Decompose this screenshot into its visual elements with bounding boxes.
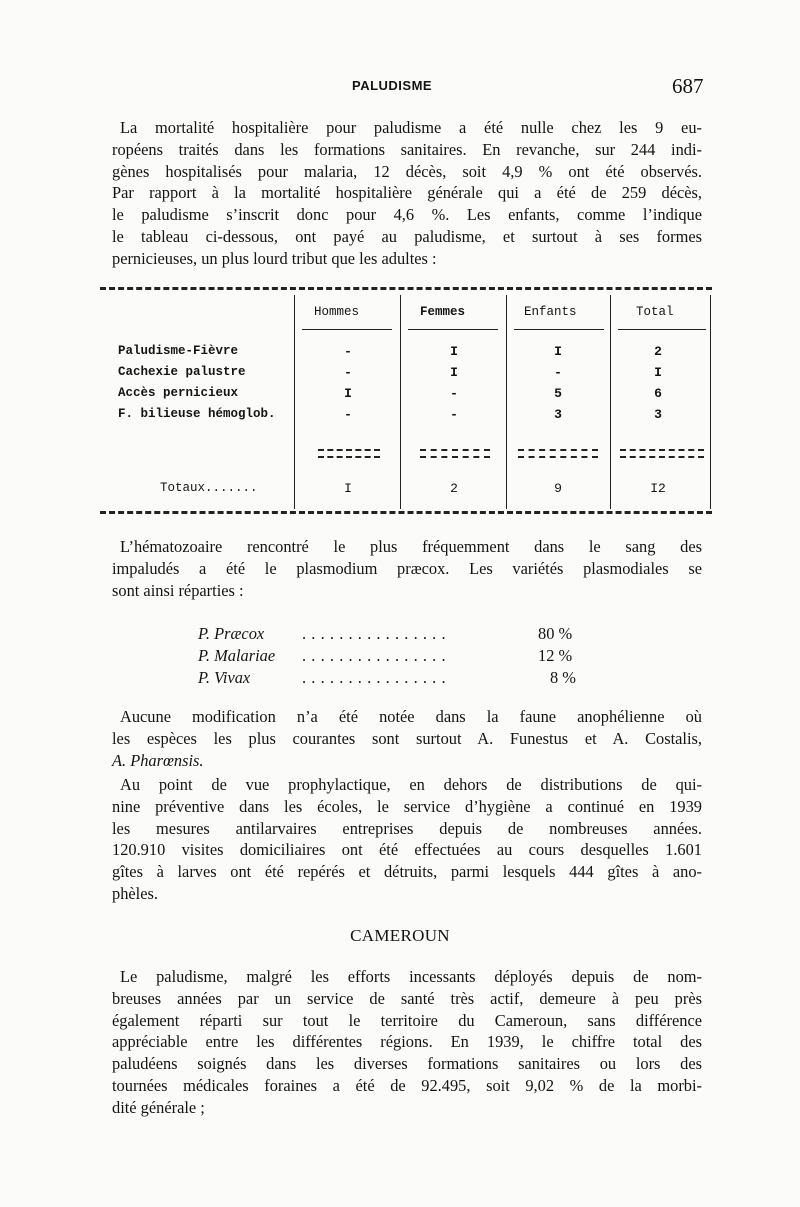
table-cell: I [554,344,562,359]
page-header [0,74,800,98]
column-divider [610,295,611,509]
variety-name: P. Malariae [198,646,276,665]
total-cell: I [344,481,352,496]
text-line: gîtes à larves ont été repérés et détruits, parmi lesquels 444 gîtes à ano- [112,862,702,882]
table-cell: 3 [654,407,662,422]
table-cell: - [344,407,352,422]
text-line: ropéens traités dans les formations sanitaires. En revanche, sur 244 indi- [112,139,702,159]
running-title: PALUDISME [352,78,433,93]
table-cell: - [554,365,562,380]
paragraph-prophylaxie [112,774,702,905]
text-line: appréciable entre les différentes régions. En 1939, le chiffre total des [112,1032,702,1052]
row-label: F. bilieuse hémoglob. [118,407,276,421]
table-cell: I [450,344,458,359]
paragraph-mortality [112,117,702,270]
table-top-border [100,287,712,290]
text-line: sont ainsi réparties : [112,580,244,600]
mortality-table [100,285,712,517]
row-label: Accès pernicieux [118,386,239,400]
text-line: A. Pharœnsis. [112,750,204,770]
text-line: gènes hospitalisés pour malaria, 12 décès, soit 4,9 % ont été observés. [112,161,702,181]
column-divider [506,295,507,509]
variety-name: P. Præcox [198,624,265,643]
text-line: Au point de vue prophylactique, en dehors de distributions de qui- [120,775,702,794]
section-title-cameroun: CAMEROUN [350,926,450,945]
totals-label: Totaux....... [160,481,258,495]
variety-percent: 12 % [538,646,573,665]
text-line: dité générale ; [112,1097,205,1117]
column-header-hommes: Hommes [314,305,360,319]
paragraph-hematozoaire [112,536,702,601]
total-cell: I2 [650,481,666,496]
table-cell: 3 [554,407,562,422]
variety-percent: 80 % [538,624,573,643]
table-cell: - [344,344,352,359]
variety-name: P. Vivax [198,668,251,687]
column-header-total: Total [636,305,674,319]
leader-dots: ................ [302,646,451,665]
text-line: phèles. [112,883,158,903]
text-line: L’hématozoaire rencontré le plus fréquemment dans le sang des [120,537,702,556]
text-line: pernicieuses, un plus lourd tribut que les adultes : [112,248,437,268]
totals-rule [318,449,380,458]
text-line: nine préventive dans les écoles, le service d’hygiène a continué en 1939 [112,796,702,816]
table-cell: I [654,365,662,380]
column-divider [710,295,711,509]
text-line: le paludisme s’inscrit donc pour 4,6 %. Les enfants, comme l’indique [112,205,702,225]
column-divider [400,295,401,509]
paragraph-cameroun [112,966,702,1119]
totals-rule [518,449,598,458]
page-number: 687 [672,74,704,98]
leader-dots: ................ [302,668,451,687]
table-cell: 6 [654,386,662,401]
text-line: La mortalité hospitalière pour paludisme a été nulle chez les 9 eu- [120,118,702,137]
header-underline [408,329,498,330]
header-underline [618,329,706,330]
table-cell: 5 [554,386,562,401]
row-label: Paludisme-Fièvre [118,344,239,358]
column-header-enfants: Enfants [524,305,577,319]
text-line: Aucune modification n’a été notée dans la faune anophélienne où [120,707,702,726]
variety-percent: 8 % [550,668,576,687]
table-cell: - [450,386,458,401]
text-line: 120.910 visites domiciliaires ont été effectuées au cours desquelles 1.601 [112,840,702,860]
table-cell: I [344,386,352,401]
table-cell: - [344,365,352,380]
text-line: tournées médicales foraines a été de 92.495, soit 9,02 % de la morbi- [112,1075,702,1095]
header-underline [514,329,604,330]
text-line: Par rapport à la mortalité hospitalière générale qui a été de 259 décès, [112,183,702,203]
totals-rule [420,449,490,458]
text-line: le tableau ci-dessous, ont payé au paludisme, et surtout à ses formes [112,226,702,246]
table-cell: 2 [654,344,662,359]
text-line: les mesures antilarvaires entreprises depuis de nombreuses années. [112,818,702,838]
text-line: les espèces les plus courantes sont surtout A. Funestus et A. Costalis, [112,728,702,748]
text-line: impaludés a été le plasmodium præcox. Les variétés plasmodiales se [112,558,702,578]
header-underline [302,329,392,330]
total-cell: 2 [450,481,458,496]
text-line: également réparti sur tout le territoire du Cameroun, sans différence [112,1010,702,1030]
paragraph-faune [112,706,702,771]
text-line: breuses années par un service de santé très actif, demeure à peu près [112,988,702,1008]
leader-dots: ................ [302,624,451,643]
column-divider [294,295,295,509]
table-bottom-border [100,511,712,514]
text-line: Le paludisme, malgré les efforts incessants déployés depuis de nom- [120,967,702,986]
totals-rule [620,449,704,458]
table-cell: - [450,407,458,422]
text-line: paludéens soignés dans les diverses formations sanitaires ou lors des [112,1054,702,1074]
total-cell: 9 [554,481,562,496]
row-label: Cachexie palustre [118,365,246,379]
table-cell: I [450,365,458,380]
column-header-femmes: Femmes [420,305,466,319]
